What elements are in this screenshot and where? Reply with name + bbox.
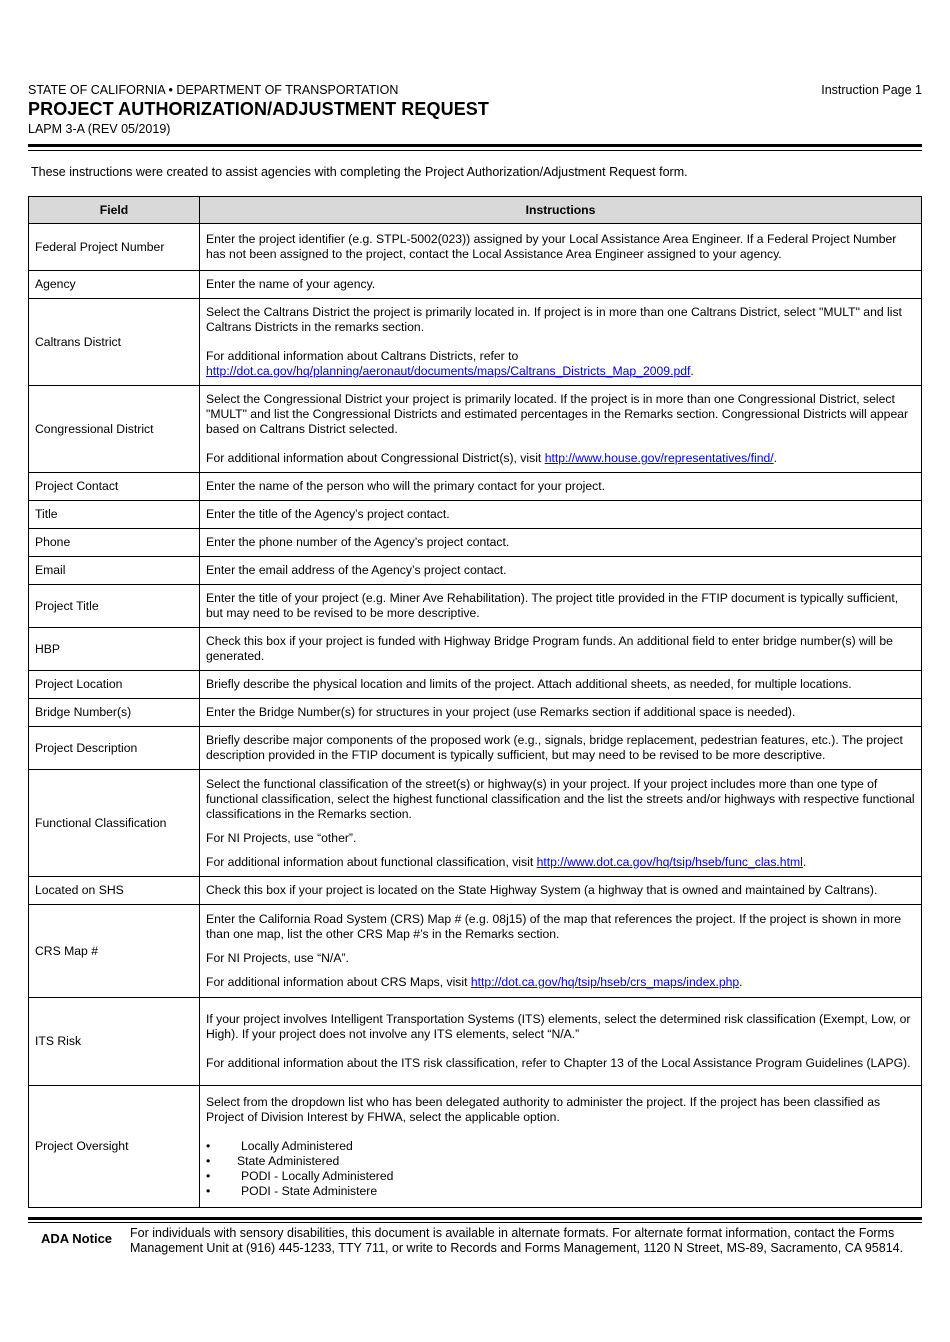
ada-notice-text: For individuals with sensory disabilities, this document is available in alternate formats. For alternate format information, contact the Forms Management Unit at (916) 445-1233, TTY 711, or write to Records and Forms Management, 1120 N Street, MS-89, Sacramento, CA 95814.	[130, 1226, 904, 1255]
oversight-options-list	[206, 1139, 915, 1199]
house-representatives-link[interactable]: http://www.house.gov/representatives/find/	[544, 451, 774, 465]
list-item: • PODI - State Administere	[206, 1184, 915, 1199]
field-name: ITS Risk	[29, 998, 200, 1086]
instruction-text: Enter the title of your project (e.g. Miner Ave Rehabilitation). The project title provided in the FTIP document is typically sufficient, but may need to be revised to be more descriptive.	[206, 591, 899, 620]
field-instructions	[200, 585, 922, 628]
header-divider-thick	[28, 144, 922, 147]
instruction-text: Enter the title of the Agency’s project contact.	[206, 507, 450, 521]
instructions-table	[28, 196, 922, 1208]
form-header	[28, 83, 922, 137]
table-row	[29, 998, 922, 1086]
instruction-prefix: For additional information about Congressional District(s), visit	[206, 451, 542, 465]
instruction-text	[206, 451, 915, 466]
instruction-suffix: .	[773, 451, 778, 465]
field-name: CRS Map #	[29, 905, 200, 998]
crs-maps-link[interactable]: http://dot.ca.gov/hq/tsip/hseb/crs_maps/index.php	[470, 975, 740, 989]
table-row	[29, 271, 922, 299]
instruction-text: Enter the email address of the Agency’s project contact.	[206, 563, 507, 577]
functional-classification-link[interactable]: http://www.dot.ca.gov/hq/tsip/hseb/func_clas.html	[536, 854, 803, 869]
instruction-suffix: .	[690, 364, 694, 378]
list-item: • Locally Administered	[206, 1139, 915, 1154]
field-name: Email	[29, 557, 200, 585]
field-instructions	[200, 557, 922, 585]
field-instructions	[200, 998, 922, 1086]
instruction-text: Briefly describe major components of the proposed work (e.g., signals, bridge replacement, pedestrian features, etc.). The project description provided in the FTIP document is typically sufficient, but may need to be revised to be more descriptive.	[206, 733, 903, 762]
instruction-text	[206, 349, 915, 379]
column-header-field: Field	[29, 197, 200, 224]
field-instructions	[200, 877, 922, 905]
field-name: Project Contact	[29, 473, 200, 501]
field-name: Title	[29, 501, 200, 529]
instruction-text: Enter the project identifier (e.g. STPL-5002(023)) assigned by your Local Assistance Area Engineer. If a Federal Project Number has not been assigned to the project, contact the Local Assistance Area Engineer assigned to your agency.	[206, 232, 897, 261]
caltrans-districts-map-link[interactable]: http://dot.ca.gov/hq/planning/aeronaut/documents/maps/Caltrans_Districts_Map_2009.pdf	[206, 364, 691, 378]
table-row	[29, 727, 922, 770]
field-name: Project Description	[29, 727, 200, 770]
instruction-text: Check this box if your project is located on the State Highway System (a highway that is owned and maintained by Caltrans).	[206, 883, 878, 897]
intro-text: These instructions were created to assist agencies with completing the Project Authorization/Adjustment Request form.	[31, 165, 688, 179]
table-row	[29, 224, 922, 271]
table-row	[29, 671, 922, 699]
field-name: HBP	[29, 628, 200, 671]
field-instructions	[200, 299, 922, 386]
field-instructions	[200, 501, 922, 529]
table-header-row	[29, 197, 922, 224]
table-row	[29, 770, 922, 877]
field-instructions	[200, 727, 922, 770]
instruction-text: For additional information about the ITS risk classification, refer to Chapter 13 of the Local Assistance Program Guidelines (LAPG).	[206, 1056, 911, 1070]
field-name: Project Location	[29, 671, 200, 699]
instruction-text: Select the functional classification of the street(s) or highway(s) in your project. If your project includes more than one type of functional classification, select the highest functional classification and the list the streets and/or highways with respective functional classifications in the Remarks section.	[206, 776, 915, 821]
instruction-text: Enter the name of the person who will the primary contact for your project.	[206, 479, 605, 493]
table-row	[29, 699, 922, 727]
list-item: • PODI - Locally Administered	[206, 1169, 915, 1184]
table-row	[29, 299, 922, 386]
field-instructions	[200, 271, 922, 299]
field-instructions	[200, 905, 922, 998]
field-name: Agency	[29, 271, 200, 299]
table-row	[29, 529, 922, 557]
field-name: Congressional District	[29, 386, 200, 473]
instruction-text: Enter the California Road System (CRS) Map # (e.g. 08j15) of the map that references the project. If the project is shown in more than one map, list the other CRS Map #’s in the Remarks section.	[206, 912, 902, 941]
field-instructions	[200, 529, 922, 557]
table-row	[29, 473, 922, 501]
table-row	[29, 557, 922, 585]
field-instructions	[200, 628, 922, 671]
field-instructions	[200, 671, 922, 699]
instruction-text: If your project involves Intelligent Transportation Systems (ITS) elements, select the determined risk classification (Exempt, Low, or High). If your project does not involve any ITS elements, select “N/A.”	[206, 1012, 911, 1041]
field-name: Project Oversight	[29, 1086, 200, 1208]
department-label: STATE OF CALIFORNIA • DEPARTMENT OF TRANSPORTATION	[28, 83, 399, 97]
header-divider-thin	[28, 150, 922, 151]
table-row	[29, 877, 922, 905]
form-title: PROJECT AUTHORIZATION/ADJUSTMENT REQUEST	[28, 99, 490, 119]
field-name: Caltrans District	[29, 299, 200, 386]
list-item: • State Administered	[206, 1154, 915, 1169]
table-row	[29, 585, 922, 628]
column-header-instructions: Instructions	[200, 197, 922, 224]
field-name: Federal Project Number	[29, 224, 200, 271]
field-name: Bridge Number(s)	[29, 699, 200, 727]
field-name: Functional Classification	[29, 770, 200, 877]
table-row	[29, 1086, 922, 1208]
field-instructions	[200, 386, 922, 473]
field-instructions	[200, 770, 922, 877]
instruction-prefix: For additional information about CRS Maps, visit	[206, 975, 468, 989]
table-row	[29, 386, 922, 473]
instruction-suffix: .	[802, 854, 807, 869]
instruction-text	[206, 855, 915, 870]
instruction-text: Select the Congressional District your project is primarily located. If the project is in more than one Congressional District, select "MULT" and list the Congressional Districts and estimated percentages in the Remarks section. Congressional Districts will appear based on Caltrans District selected.	[206, 392, 909, 436]
instruction-suffix: .	[739, 975, 743, 989]
field-instructions	[200, 224, 922, 271]
table-row	[29, 905, 922, 998]
page-label: Instruction Page 1	[821, 83, 922, 97]
field-name: Project Title	[29, 585, 200, 628]
instruction-text: For NI Projects, use “N/A”.	[206, 951, 349, 965]
instruction-text: Enter the name of your agency.	[206, 277, 376, 291]
instruction-text: Enter the phone number of the Agency’s project contact.	[206, 535, 510, 549]
field-instructions	[200, 1086, 922, 1208]
instruction-text: Briefly describe the physical location and limits of the project. Attach additional sheets, as needed, for multiple locations.	[206, 677, 852, 691]
instruction-text	[206, 975, 915, 990]
instruction-text: Enter the Bridge Number(s) for structures in your project (use Remarks section if additional space is needed).	[206, 705, 796, 719]
ada-notice-label: ADA Notice	[41, 1231, 113, 1246]
footer-divider-thin	[28, 1222, 922, 1223]
table-row	[29, 501, 922, 529]
field-instructions	[200, 473, 922, 501]
instruction-text: For NI Projects, use “other”.	[206, 830, 357, 845]
instruction-prefix: For additional information about functional classification, visit	[206, 854, 534, 869]
field-instructions	[200, 699, 922, 727]
form-number: LAPM 3-A (REV 05/2019)	[28, 122, 171, 136]
instruction-text: Select from the dropdown list who has been delegated authority to administer the project. If the project has been classified as Project of Division Interest by FHWA, select the applicable option.	[206, 1094, 881, 1124]
field-name: Located on SHS	[29, 877, 200, 905]
instruction-prefix: For additional information about Caltrans Districts, refer to	[206, 349, 519, 363]
instruction-text: Check this box if your project is funded with Highway Bridge Program funds. An additional field to enter bridge number(s) will be generated.	[206, 634, 893, 663]
table-row	[29, 628, 922, 671]
instruction-text: Select the Caltrans District the project is primarily located in. If project is in more than one Caltrans District, select "MULT" and list Caltrans Districts in the remarks section.	[206, 305, 902, 334]
footer-divider-thick	[28, 1217, 922, 1220]
field-name: Phone	[29, 529, 200, 557]
